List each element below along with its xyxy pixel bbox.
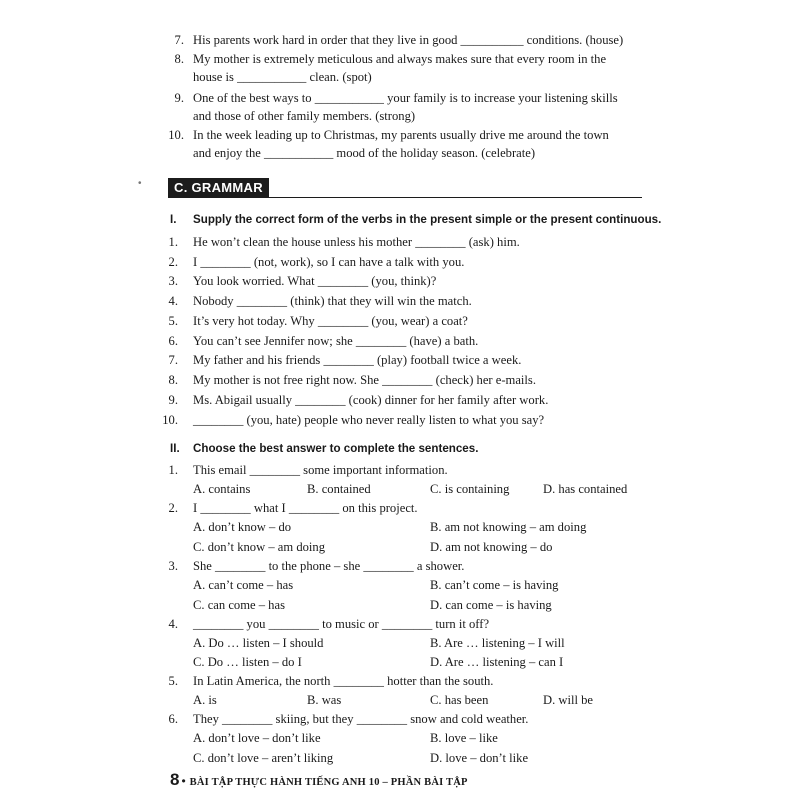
option-c: C. Do … listen – do I [193, 655, 302, 669]
option-a: A. don’t love – don’t like [193, 731, 321, 745]
item-number: 6. [168, 334, 178, 348]
option-c: C. is containing [430, 482, 510, 496]
item-number: 10. [168, 128, 184, 142]
section-rule [168, 197, 642, 198]
item-number: 10. [162, 413, 178, 427]
option-a: A. contains [193, 482, 251, 496]
item-number: 9. [174, 91, 184, 105]
option-d: D. Are … listening – can I [430, 655, 564, 669]
question-number: 6. [168, 712, 178, 726]
part2-roman: II. [170, 442, 180, 455]
item-number: 9. [168, 393, 178, 407]
question-stem: I ________ what I ________ on this project. [193, 501, 418, 515]
item-text: My mother is not free right now. She ________ (check) her e-mails. [193, 373, 536, 387]
item-text: My father and his friends ________ (play) football twice a week. [193, 353, 522, 367]
item-number: 1. [168, 235, 178, 249]
item-number: 3. [168, 274, 178, 288]
option-a: A. don’t know – do [193, 520, 292, 534]
question-stem: ________ you ________ to music or ________ turn it off? [193, 617, 490, 631]
item-text: You look worried. What ________ (you, think)? [193, 274, 437, 288]
item-number: 4. [168, 294, 178, 308]
question-stem: This email ________ some important information. [193, 463, 448, 477]
item-text: You can’t see Jennifer now; she ________ (have) a bath. [193, 334, 479, 348]
question-number: 3. [168, 559, 178, 573]
question-stem: She ________ to the phone – she ________ a shower. [193, 559, 465, 573]
option-c: C. don’t love – aren’t liking [193, 751, 334, 765]
question-number: 5. [168, 674, 178, 688]
option-c: C. can come – has [193, 598, 285, 612]
item-number: 2. [168, 255, 178, 269]
option-b: B. love – like [430, 731, 498, 745]
item-text: Ms. Abigail usually ________ (cook) dinner for her family after work. [193, 393, 549, 407]
item-text: One of the best ways to ___________ your family is to increase your listening skills [193, 91, 618, 105]
footer-bullet: • [181, 774, 186, 788]
question-number: 1. [168, 463, 178, 477]
option-a: A. can’t come – has [193, 578, 294, 592]
option-a: A. is [193, 693, 217, 707]
question-number: 2. [168, 501, 178, 515]
option-b: B. can’t come – is having [430, 578, 559, 592]
part1-instruction-text: Supply the correct form of the verbs in the present simple or the present continuous. [193, 213, 662, 226]
option-c: C. don’t know – am doing [193, 540, 326, 554]
option-d: D. am not knowing – do [430, 540, 553, 554]
question-stem: They ________ skiing, but they ________ snow and cold weather. [193, 712, 529, 726]
item-text: He won’t clean the house unless his mother ________ (ask) him. [193, 235, 520, 249]
item-text: His parents work hard in order that they live in good __________ conditions. (house) [193, 33, 624, 47]
option-d: D. can come – is having [430, 598, 552, 612]
margin-mark: • [138, 178, 142, 189]
item-text: Nobody ________ (think) that they will win the match. [193, 294, 472, 308]
option-d: D. will be [543, 693, 594, 707]
item-number: 8. [174, 52, 184, 66]
option-a: A. Do … listen – I should [193, 636, 324, 650]
item-text: In the week leading up to Christmas, my parents usually drive me around the town [193, 128, 609, 142]
part2-instruction-text: Choose the best answer to complete the sentences. [193, 442, 479, 455]
item-text: My mother is extremely meticulous and always makes sure that every room in the [193, 52, 607, 66]
item-number: 5. [168, 314, 178, 328]
option-b: B. Are … listening – I will [430, 636, 565, 650]
item-number: 7. [174, 33, 184, 47]
item-text: and those of other family members. (strong) [193, 109, 416, 123]
item-text: and enjoy the ___________ mood of the holiday season. (celebrate) [193, 146, 536, 160]
option-d: D. love – don’t like [430, 751, 529, 765]
page-number: 8 [170, 770, 180, 789]
option-b: B. was [307, 693, 342, 707]
book-title: BÀI TẬP THỰC HÀNH TIẾNG ANH 10 – PHẦN BÀI TẬP [189, 777, 468, 788]
item-text: ________ (you, hate) people who never really listen to what you say? [193, 413, 545, 427]
page-footer [170, 770, 468, 790]
item-number: 7. [168, 353, 178, 367]
question-number: 4. [168, 617, 178, 631]
item-text: I ________ (not, work), so I can have a talk with you. [193, 255, 465, 269]
item-text: house is ___________ clean. (spot) [193, 70, 372, 84]
option-b: B. am not knowing – am doing [430, 520, 587, 534]
part1-roman: I. [170, 213, 177, 226]
question-stem: In Latin America, the north ________ hotter than the south. [193, 674, 494, 688]
option-b: B. contained [307, 482, 371, 496]
item-text: It’s very hot today. Why ________ (you, wear) a coat? [193, 314, 468, 328]
option-d: D. has contained [543, 482, 628, 496]
section-title: C. GRAMMAR [168, 178, 269, 197]
option-c: C. has been [430, 693, 489, 707]
item-number: 8. [168, 373, 178, 387]
